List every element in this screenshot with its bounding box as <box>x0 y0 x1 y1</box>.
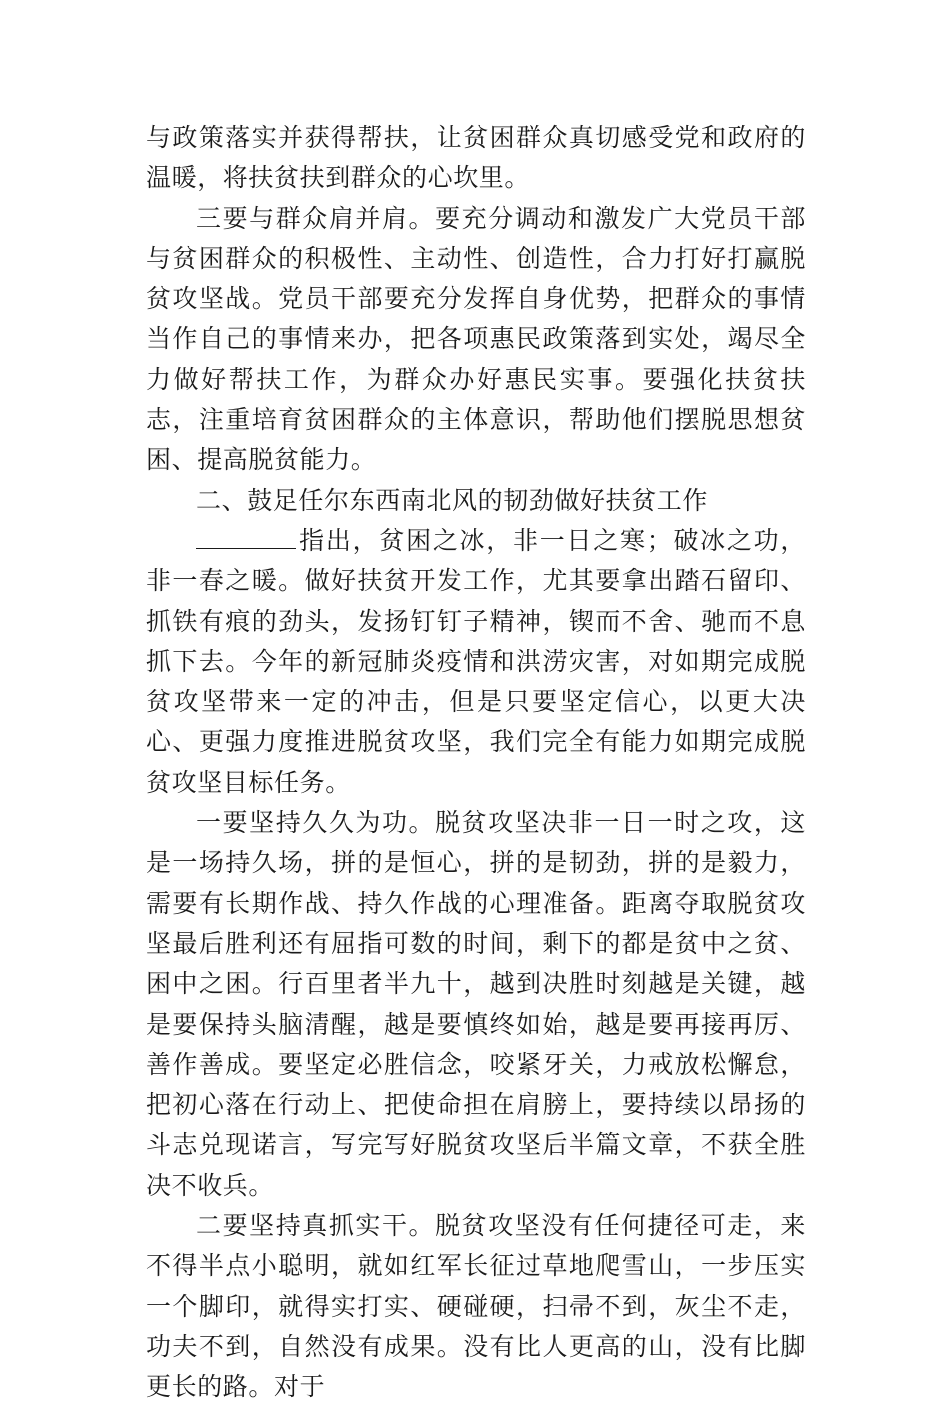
document-body <box>146 118 806 1408</box>
paragraph-poverty-ice-text: 指出，贫困之冰，非一日之寒；破冰之功，非一春之暖。做好扶贫开发工作，尤其要拿出踏石留印、抓铁有痕的劲头，发扬钉钉子精神，锲而不舍、驰而不息抓下去。今年的新冠肺炎疫情和洪涝灾害，对如期完成脱贫攻坚带来一定的冲击，但是只要坚定信心，以更大决心、更强力度推进脱贫攻坚，我们完全有能力如期完成脱贫攻坚目标任务。 <box>146 525 806 797</box>
blank-underline <box>196 526 296 549</box>
paragraph-continuation: 与政策落实并获得帮扶，让贫困群众真切感受党和政府的温暖，将扶贫扶到群众的心坎里。 <box>146 123 806 193</box>
paragraph-poverty-ice <box>146 521 806 803</box>
paragraph-persistence: 一要坚持久久为功。脱贫攻坚决非一日一时之攻，这是一场持久场，拼的是恒心，拼的是韧劲，拼的是毅力，需要有长期作战、持久作战的心理准备。距离夺取脱贫攻坚最后胜利还有屈指可数的时间，剩下的都是贫中之贫、困中之困。行百里者半九十，越到决胜时刻越是关键，越是要保持头脑清醒，越是要慎终如始，越是要再接再厉、善作善成。要坚定必胜信念，咬紧牙关，力戒放松懈怠，把初心落在行动上、把使命担在肩膀上，要持续以昂扬的斗志兑现诺言，写完写好脱贫攻坚后半篇文章，不获全胜决不收兵。 <box>146 808 806 1200</box>
section-heading-two: 二、鼓足任尔东西南北风的韧劲做好扶贫工作 <box>196 485 709 515</box>
paragraph-three-shoulder: 三要与群众肩并肩。要充分调动和激发广大党员干部与贫困群众的积极性、主动性、创造性，合力打好打赢脱贫攻坚战。党员干部要充分发挥自身优势，把群众的事情当作自己的事情来办，把各项惠民政策落到实处，竭尽全力做好帮扶工作，为群众办好惠民实事。要强化扶贫扶志，注重培育贫困群众的主体意识，帮助他们摆脱思想贫困、提高脱贫能力。 <box>146 203 806 475</box>
paragraph-hard-work: 二要坚持真抓实干。脱贫攻坚没有任何捷径可走，来不得半点小聪明，就如红军长征过草地爬雪山，一步压实一个脚印，就得实打实、硬碰硬，扫帚不到，灰尘不走，功夫不到，自然没有成果。没有比人更高的山，没有比脚更长的路。对于 <box>146 1211 806 1402</box>
